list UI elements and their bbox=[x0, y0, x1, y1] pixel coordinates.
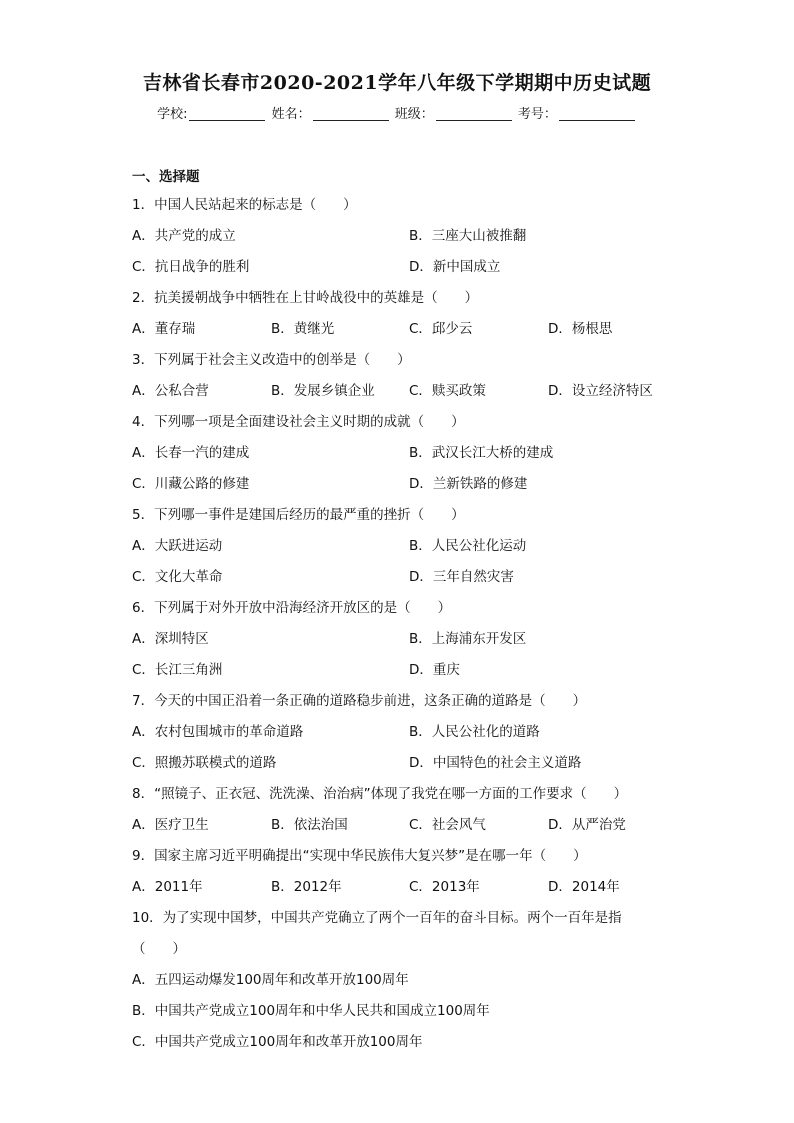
option: A．五四运动爆发100周年和改革开放100周年 bbox=[132, 972, 409, 988]
question-stem: 6．下列属于对外开放中沿海经济开放区的是（ ） bbox=[132, 600, 452, 616]
option-row bbox=[132, 252, 672, 283]
question-stem: 3．下列属于社会主义改造中的创举是（ ） bbox=[132, 352, 411, 368]
name-label: 姓名： bbox=[271, 107, 311, 122]
number-blank[interactable] bbox=[559, 119, 635, 121]
option-row bbox=[132, 810, 672, 841]
school-label: 学校: bbox=[157, 107, 188, 122]
student-info-line bbox=[0, 103, 794, 122]
question-stem: 5．下列哪一事件是建国后经历的最严重的挫折（ ） bbox=[132, 507, 465, 523]
question-stem: 8．“照镜子、正衣冠、洗洗澡、治治病”体现了我党在哪一方面的工作要求（ ） bbox=[132, 786, 628, 802]
option-row bbox=[132, 717, 672, 748]
option: A．共产党的成立 bbox=[132, 228, 236, 244]
option: C．2013年 bbox=[409, 879, 480, 895]
option: C．赎买政策 bbox=[409, 383, 486, 399]
option-row bbox=[132, 438, 672, 469]
option-row bbox=[132, 748, 672, 779]
class-label: 班级： bbox=[394, 107, 434, 122]
question-stem: 10．为了实现中国梦，中国共产党确立了两个一百年的奋斗目标。两个一百年是指 bbox=[132, 910, 622, 926]
question-list bbox=[132, 164, 672, 1058]
option: A．董存瑞 bbox=[132, 321, 196, 337]
question-stem: 1．中国人民站起来的标志是（ ） bbox=[132, 197, 357, 213]
option: C．邱少云 bbox=[409, 321, 473, 337]
option: A．深圳特区 bbox=[132, 631, 209, 647]
question-stem-continuation: （ ） bbox=[132, 941, 186, 957]
option: D．三年自然灾害 bbox=[409, 569, 514, 585]
option: A．农村包围城市的革命道路 bbox=[132, 724, 304, 740]
option-row bbox=[132, 469, 672, 500]
option: B．黄继光 bbox=[271, 321, 335, 337]
option-row bbox=[132, 376, 672, 407]
option-row bbox=[132, 221, 672, 252]
option: D．中国特色的社会主义道路 bbox=[409, 755, 582, 771]
number-label: 考号： bbox=[517, 107, 557, 122]
option: C．文化大革命 bbox=[132, 569, 223, 585]
question-stem: 7．今天的中国正沿着一条正确的道路稳步前进，这条正确的道路是（ ） bbox=[132, 693, 587, 709]
option: B．武汉长江大桥的建成 bbox=[409, 445, 554, 461]
option: D．兰新铁路的修建 bbox=[409, 476, 528, 492]
option: D．从严治党 bbox=[548, 817, 626, 833]
option: A．长春一汽的建成 bbox=[132, 445, 250, 461]
option: A．公私合营 bbox=[132, 383, 209, 399]
option: C．长江三角洲 bbox=[132, 662, 223, 678]
option: D．新中国成立 bbox=[409, 259, 501, 275]
question-stem: 2．抗美援朝战争中牺牲在上甘岭战役中的英雄是（ ） bbox=[132, 290, 479, 306]
option: B．发展乡镇企业 bbox=[271, 383, 375, 399]
option: B．上海浦东开发区 bbox=[409, 631, 527, 647]
option: C．抗日战争的胜利 bbox=[132, 259, 250, 275]
option: A．医疗卫生 bbox=[132, 817, 209, 833]
option: B．中国共产党成立100周年和中华人民共和国成立100周年 bbox=[132, 1003, 490, 1019]
option-row bbox=[132, 531, 672, 562]
question-stem: 9．国家主席习近平明确提出“实现中华民族伟大复兴梦”是在哪一年（ ） bbox=[132, 848, 587, 864]
option: A．2011年 bbox=[132, 879, 203, 895]
school-blank[interactable] bbox=[189, 119, 265, 121]
option: C．照搬苏联模式的道路 bbox=[132, 755, 277, 771]
name-blank[interactable] bbox=[313, 119, 389, 121]
section-heading: 一、选择题 bbox=[132, 169, 200, 185]
option: D．2014年 bbox=[548, 879, 620, 895]
option: C．中国共产党成立100周年和改革开放100周年 bbox=[132, 1034, 423, 1050]
option-row bbox=[132, 314, 672, 345]
option-row bbox=[132, 562, 672, 593]
option: B．依法治国 bbox=[271, 817, 348, 833]
option-row bbox=[132, 872, 672, 903]
option: C．社会风气 bbox=[409, 817, 486, 833]
option: B．三座大山被推翻 bbox=[409, 228, 527, 244]
question-stem: 4．下列哪一项是全面建设社会主义时期的成就（ ） bbox=[132, 414, 465, 430]
option: B．人民公社化的道路 bbox=[409, 724, 540, 740]
option: C．川藏公路的修建 bbox=[132, 476, 250, 492]
option: D．杨根思 bbox=[548, 321, 613, 337]
option: B．2012年 bbox=[271, 879, 342, 895]
class-blank[interactable] bbox=[436, 119, 512, 121]
option-row bbox=[132, 655, 672, 686]
exam-title: 吉林省长春市2020-2021学年八年级下学期期中历史试题 bbox=[142, 72, 652, 94]
option-row bbox=[132, 624, 672, 655]
option: D．设立经济特区 bbox=[548, 383, 653, 399]
option: B．人民公社化运动 bbox=[409, 538, 527, 554]
option: A．大跃进运动 bbox=[132, 538, 223, 554]
option: D．重庆 bbox=[409, 662, 460, 678]
